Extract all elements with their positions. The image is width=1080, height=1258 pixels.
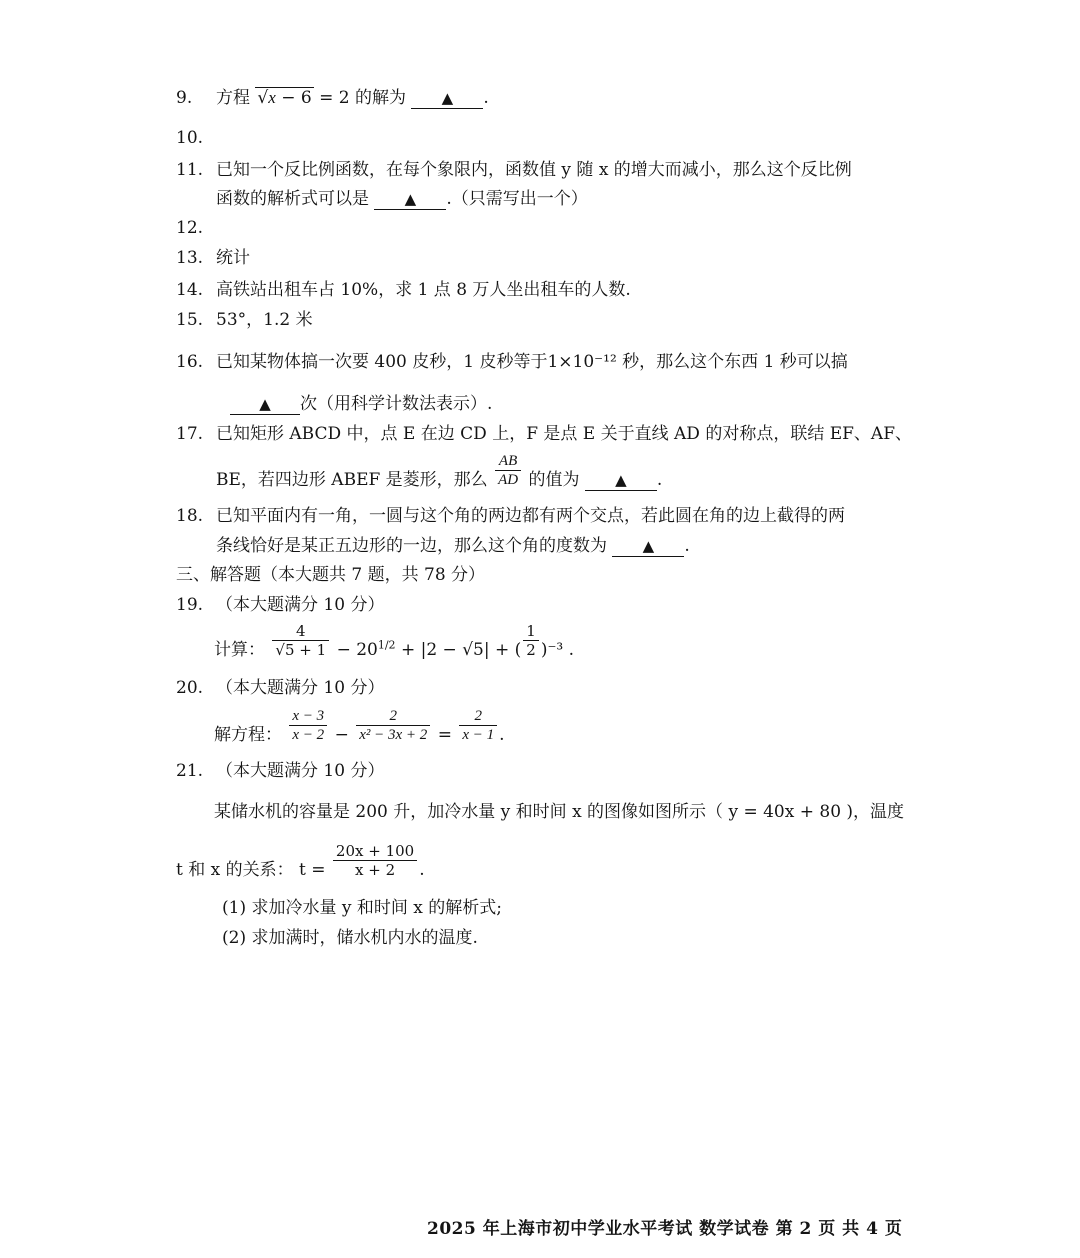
question-header: （本大题满分 10 分）	[216, 595, 385, 615]
question-number: 14.	[176, 280, 204, 300]
fraction: $\frac{4}{√5 + 1}$	[272, 622, 329, 659]
answer-blank[interactable]	[374, 189, 446, 210]
question-header: （本大题满分 10 分）	[216, 678, 385, 698]
question-text: 已知某物体搞一次要 400 皮秒，1 皮秒等于1×10⁻¹² 秒，那么这个东西 1 秒可以搞	[216, 352, 848, 372]
answer-blank[interactable]	[230, 394, 300, 415]
triangle-icon: ▲	[642, 537, 655, 555]
triangle-icon: ▲	[615, 471, 627, 489]
question-number: 17.	[176, 424, 204, 444]
question-number: 10.	[176, 128, 204, 148]
question-text: 53°，1.2 米	[216, 310, 313, 330]
question-number: 19.	[176, 595, 204, 615]
question-text: 统计	[216, 248, 250, 268]
question-text: 已知矩形 ABCD 中，点 E 在边 CD 上，F 是点 E 关于直线 AD 的对称点，联结 EF、AF、	[216, 424, 913, 444]
question-text: 已知平面内有一角，一圆与这个角的两边都有两个交点，若此圆在角的边上截得的两	[216, 506, 845, 526]
question-number: 16.	[176, 352, 204, 372]
question-number: 20.	[176, 678, 204, 698]
sqrt-expression: √x − 6	[257, 88, 312, 108]
question-text: 已知一个反比例函数，在每个象限内，函数值 y 随 x 的增大而减小，那么这个反比例	[216, 160, 852, 180]
answer-blank[interactable]	[585, 470, 657, 491]
question-number: 15.	[176, 310, 204, 330]
triangle-icon: ▲	[259, 395, 271, 413]
question-number: 13.	[176, 248, 204, 268]
fraction-ab-ad: $\frac{AB}{AD}$	[495, 452, 521, 489]
question-number: 12.	[176, 218, 204, 238]
triangle-icon: ▲	[441, 89, 454, 107]
question-number: 18.	[176, 506, 204, 526]
page-footer: 2025 年上海市初中学业水平考试 数学试卷 第 2 页 共 4 页	[427, 1219, 903, 1239]
question-number: 11.	[176, 160, 204, 180]
question-header: （本大题满分 10 分）	[216, 761, 385, 781]
question-text: 高铁站出租车占 10%，求 1 点 8 万人坐出租车的人数.	[216, 280, 631, 300]
question-number: 9.	[176, 88, 193, 108]
fraction: $\frac{2}{x - 1}$	[459, 707, 497, 744]
fraction: $\frac{x - 3}{x - 2}$	[289, 707, 327, 744]
fraction: $\frac{20x + 100}{x + 2}$	[333, 842, 417, 879]
triangle-icon: ▲	[404, 190, 417, 208]
fraction: $\frac{2}{\text{x² − 3x + 2}}$	[356, 707, 430, 744]
answer-blank[interactable]	[411, 88, 483, 109]
fraction: $\frac{1}{2}$	[523, 622, 539, 659]
answer-blank[interactable]	[612, 536, 684, 557]
question-number: 21.	[176, 761, 204, 781]
